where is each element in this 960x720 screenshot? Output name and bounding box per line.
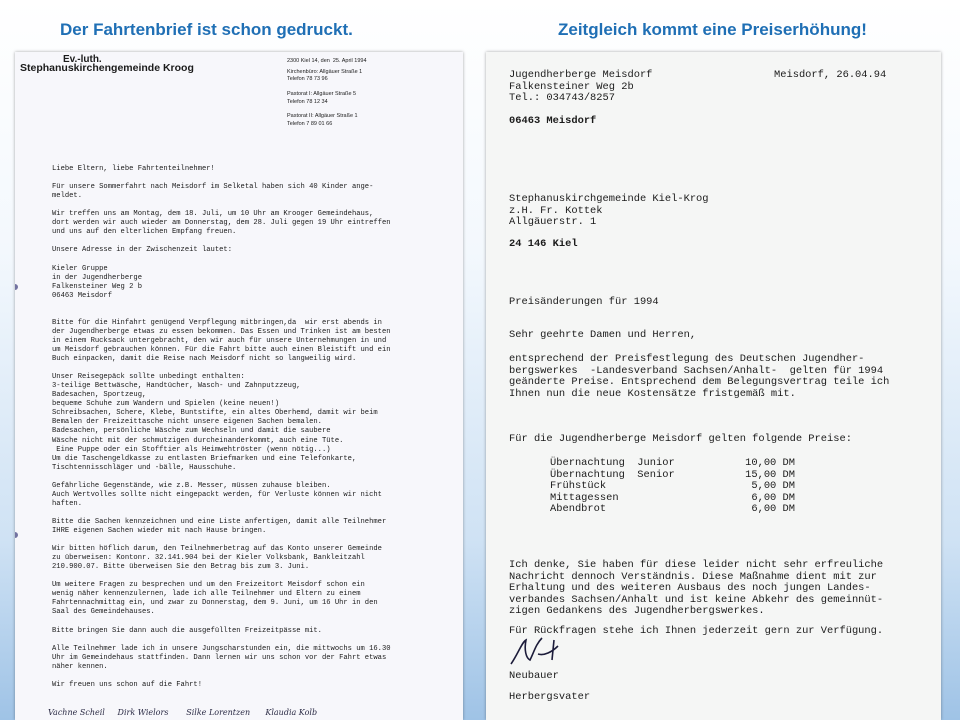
sender-date: Meisdorf, 26.04.94	[774, 69, 887, 81]
body-line: zu überweisen: Kontonr. 32.141.904 bei der Kieler Volksbank, Bankleitzahl	[52, 554, 365, 563]
sender-line: Jugendherberge Meisdorf	[509, 69, 653, 81]
handwritten-signature	[508, 634, 578, 670]
church-prefix: Ev.-luth.	[63, 54, 102, 65]
body-line: Saal des Gemeindehauses.	[52, 608, 155, 617]
body-line: Unser Reisegepäck sollte unbedingt enthalten:	[52, 373, 245, 382]
heading-left: Der Fahrtenbrief ist schon gedruckt.	[60, 20, 353, 39]
greeting: Sehr geehrte Damen und Herren,	[509, 329, 697, 341]
body-line: Kieler Gruppe	[52, 264, 108, 273]
sender-line: Tel.: 034743/8257	[509, 92, 616, 104]
body-line: Bitte für die Hinfahrt genügend Verpflegung mitbringen,da wir erst abends in	[52, 318, 382, 327]
body-line: Bemalen der Freizeittasche nicht unsere eigenen Sachen bemalen.	[52, 418, 322, 427]
body-line: Wir treffen uns am Montag, dem 18. Juli, um 10 Uhr am Krooger Gemeindehaus,	[52, 210, 374, 219]
address-line: Telefon 7 89 01 66	[287, 120, 333, 127]
body-line: Bitte bringen Sie dann auch die ausgefüllten Freizeitpässe mit.	[52, 626, 322, 635]
subject: Preisänderungen für 1994	[509, 296, 659, 308]
price-item: Mittagessen	[550, 491, 619, 504]
address-line: Telefon 78 12 34	[287, 98, 328, 105]
paragraph-line: zigen Gedankens des Jugendherbergswerkes.	[509, 605, 765, 617]
body-line: Badesachen, persönliche Wäsche zum Wechseln und damit die saubere	[52, 427, 331, 436]
body-line: Tischtennisschläger und -bälle, Hausschuhe.	[52, 463, 237, 472]
body-line: dort werden wir auch wieder am Donnerstag, dem 28. Juli gegen 19 Uhr eintreffen	[52, 219, 391, 228]
body-line: meldet.	[52, 192, 82, 201]
price-value: 6,00 DM	[751, 503, 795, 515]
address-line: Pastorat I: Allgäuer Straße 5	[287, 91, 357, 98]
body-line: 06463 Meisdorf	[52, 291, 112, 300]
paragraph-line: Erhaltung und des weiteren Ausbaus des noch jungen Landes-	[509, 582, 871, 594]
paragraph-line: bergswerkes -Landesverband Sachsen/Anhalt- gelten für 1994	[509, 364, 884, 377]
price-item: Abendbrot	[550, 503, 607, 515]
body-line: Schreibsachen, Schere, Klebe, Buntstifte, ein altes Oberhemd, damit wir beim	[52, 409, 378, 418]
paragraph-line: Ich denke, Sie haben für diese leider nicht sehr erfreuliche	[509, 559, 884, 571]
price-item: Übernachtung Senior	[550, 468, 675, 481]
recipient-city: 24 146 Kiel	[509, 238, 578, 250]
price-item: Frühstück	[550, 480, 607, 492]
recipient-line: Allgäuerstr. 1	[509, 216, 597, 228]
punch-hole	[15, 284, 18, 290]
paragraph-line: Nachricht dennoch Verständnis. Diese Maßnahme dient mit zur	[509, 570, 877, 583]
paragraph-line: entsprechend der Preisfestlegung des Deutschen Jugendher-	[509, 353, 865, 365]
body-line: Falkensteiner Weg 2 b	[52, 282, 142, 291]
recipient-line: z.H. Fr. Kottek	[509, 204, 603, 217]
body-line: Eine Puppe oder ein Stofftier als Heimwehtröster (wenn nötig...)	[52, 445, 331, 454]
church-name: Stephanuskirchengemeinde Kroog	[20, 62, 194, 74]
address-line: Pastorat II: Allgäuer Straße 1	[287, 113, 358, 120]
body-line: Um weitere Fragen zu besprechen und um den Freizeitort Meisdorf schon ein	[52, 581, 365, 590]
price-value: 5,00 DM	[751, 480, 795, 492]
address-line: Telefon 78 73 96	[287, 76, 328, 83]
recipient-line: Stephanuskirchgemeinde Kiel-Krog	[509, 193, 709, 205]
paragraph-line: verbandes Sachsen/Anhalt und ist keine Abkehr des gemeinnüt-	[509, 593, 884, 606]
signatures: Vachne Scheil Dirk Wielors Silke Lorentzen Klaudia Kolb	[48, 708, 318, 717]
body-line: Wir freuen uns schon auf die Fahrt!	[52, 680, 202, 689]
signer-title: Herbergsvater	[509, 691, 591, 703]
body-line: Liebe Eltern, liebe Fahrtenteilnehmer!	[52, 165, 215, 173]
body-line: der Jugendherberge etwas zu essen bekommen. Das Essen und Trinken ist am besten	[52, 327, 391, 336]
body-line: Uhr im Gemeindehaus stattfinden. Dann lernen wir uns schon vor der Fahrt etwas	[52, 653, 387, 662]
signer-name: Neubauer	[509, 670, 559, 682]
body-line: IHRE eigenen Sachen wieder mit nach Hause bringen.	[52, 527, 267, 535]
body-line: 3-teilige Bettwäsche, Handtücher, Wasch- und Zahnputzzeug,	[52, 382, 301, 391]
letter-left	[15, 52, 463, 720]
body-line: haften.	[52, 499, 82, 508]
body-line: bequeme Schuhe zum Wandern und Spielen (keine neuen!)	[52, 400, 280, 409]
address-line: Kirchenbüro: Allgäuer Straße 1	[287, 69, 363, 75]
paragraph-line: Ihnen nun die neue Kostensätze fristgemäß mit.	[509, 387, 796, 400]
price-intro: Für die Jugendherberge Meisdorf gelten folgende Preise:	[509, 433, 852, 445]
body-line: Bitte die Sachen kennzeichnen und eine Liste anfertigen, damit alle Teilnehmer	[52, 517, 387, 526]
closing: Für Rückfragen stehe ich Ihnen jederzeit gern zur Verfügung.	[509, 625, 884, 637]
letter-right	[486, 52, 941, 720]
sender-city: 06463 Meisdorf	[509, 115, 597, 127]
body-line: Wir bitten höflich darum, den Teilnehmerbetrag auf das Konto unserer Gemeinde	[52, 545, 382, 554]
sender-line: Falkensteiner Weg 2b	[509, 80, 634, 93]
date-line: 2300 Kiel 14, den 25. April 1994	[287, 58, 367, 64]
body-line: Badesachen, Sportzeug,	[52, 391, 147, 400]
body-line: Gefährliche Gegenstände, wie z.B. Messer, müssen zuhause bleiben.	[52, 481, 331, 490]
body-line: Unsere Adresse in der Zwischenzeit lautet:	[52, 246, 232, 255]
body-line: Um die Taschengeldkasse zu entlasten Briefmarken und eine Telefonkarte,	[52, 454, 357, 463]
body-line: in einem Rucksack untergebracht, den wir auch für unsere Unternehmungen in und	[52, 336, 387, 345]
body-line: um Meisdorf gebrauchen können. Für die Fahrt bitte auch einen Bleistift und ein	[52, 346, 391, 354]
price-value: 15,00 DM	[745, 468, 795, 481]
body-line: Auch Wertvolles sollte nicht eingepackt werden, für Verluste können wir nicht	[52, 490, 382, 499]
body-line: Buch einpacken, damit die Reise nach Meisdorf nicht so langweilig wird.	[52, 355, 357, 364]
body-line: Fahrtennachmittag ein, und zwar zu Donnerstag, dem 9. Juni, um 16 Uhr in den	[52, 599, 378, 608]
body-line: in der Jugendherberge	[52, 273, 142, 282]
body-line: Für unsere Sommerfahrt nach Meisdorf im Selketal haben sich 40 Kinder ange-	[52, 183, 374, 192]
punch-hole	[15, 532, 18, 538]
paragraph-line: geänderte Preise. Entsprechend dem Belegungsvertrag teile ich	[509, 376, 890, 388]
body-line: 210.900.07. Bitte überweisen Sie den Betrag bis zum 3. Juni.	[52, 563, 310, 572]
body-line: Wäsche nicht mit der schmutzigen durcheinanderkommt, auch eine Tüte.	[52, 436, 344, 445]
heading-right: Zeitgleich kommt eine Preiserhöhung!	[558, 20, 867, 39]
price-item: Übernachtung Junior	[550, 457, 675, 469]
body-line: und uns auf den elterlichen Empfang freuen.	[52, 228, 237, 237]
body-line: näher kennen.	[52, 662, 108, 671]
price-value: 6,00 DM	[751, 491, 795, 504]
body-line: Alle Teilnehmer lade ich in unsere Jungscharstunden ein, die mittwochs um 16.30	[52, 644, 391, 653]
body-line: wenig näher kennenzulernen, lade ich alle Teilnehmer und Eltern zu einem	[52, 590, 361, 599]
price-value: 10,00 DM	[745, 457, 795, 469]
